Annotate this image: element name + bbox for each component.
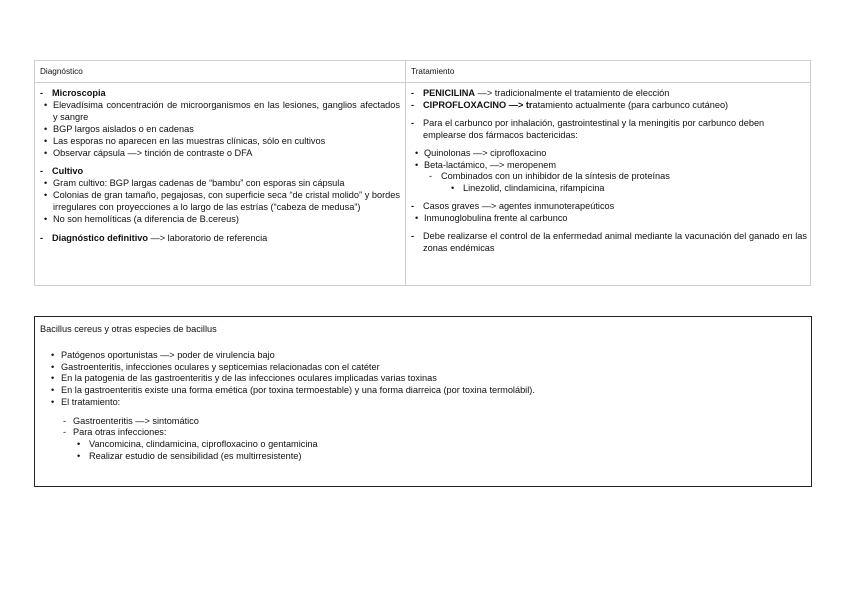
list-item: • Inmunoglobulina frente al carbunco (415, 213, 568, 224)
list-item: • Colonias de gran tamaño, pegajosas, con superficie seca “de cristal molido” y bordes irregulares con proyecciones a lo largo de las estrías (“cabeza de medusa”) (44, 190, 400, 213)
list-item: • Gastroenteritis, infecciones oculares y septicemias relacionadas con el catéter (51, 361, 380, 372)
tratamiento-column (411, 88, 807, 255)
list-item: • El tratamiento: (51, 396, 121, 407)
list-item: • Observar cápsula —> tinción de contraste o DFA (44, 147, 253, 158)
list-item: • Quinolonas —> ciprofloxacino (415, 147, 547, 158)
list-item: • No son hemolíticas (a diferencia de B.cereus) (44, 214, 239, 225)
diagnostico-definitivo: - Diagnóstico definitivo —> laboratorio de referencia (40, 232, 268, 243)
column-divider (405, 61, 406, 285)
microscopia-heading: - Microscopia (40, 88, 106, 98)
cultivo-heading: - Cultivo (40, 166, 84, 177)
casos-graves-line: - Casos graves —> agentes inmunoterapeúticos (411, 201, 615, 212)
list-item: • Gram cultivo: BGP largas cadenas de “bambu” con esporas sin cápsula (44, 178, 345, 189)
list-item: • Linezolid, clindamicina, rifampicina (451, 183, 605, 194)
box-content (49, 350, 789, 462)
ciprofloxacino-line: - CIPROFLOXACINO —> tratamiento actualmente (para carbunco cutáneo) (411, 99, 729, 110)
header-tratamiento: Tratamiento (411, 67, 455, 76)
combinados-line: - Combinados con un inhibidor de la síntesis de proteínas (429, 171, 670, 182)
list-item: • Patógenos oportunistas —> poder de virulencia bajo (51, 350, 275, 360)
list-item: • Realizar estudio de sensibilidad (es multirresistente) (77, 450, 302, 461)
list-item: • En la gastroenteritis existe una forma emética (por toxina termoestable) y una forma diarreica (por toxina termolábil). (51, 385, 535, 396)
bacillus-cereus-box (34, 316, 812, 487)
list-item: • BGP largos aislados o en cadenas (44, 123, 194, 134)
list-item: • Las esporas no aparecen en las muestras clínicas, sólo en cultivos (44, 135, 326, 146)
control-paragraph: - Debe realizarse el control de la enfermedad animal mediante la vacunación del ganado en las zonas endémicas (411, 231, 807, 253)
gastroenteritis-line: - Gastroenteritis —> sintomático (63, 415, 199, 426)
diagnostico-column (40, 88, 400, 245)
diagnosis-treatment-table (34, 60, 811, 286)
box-title: Bacillus cereus y otras especies de bacillus (40, 324, 217, 334)
list-item: • Vancomicina, clindamicina, ciprofloxacino o gentamicina (77, 438, 318, 449)
penicilina-line: - PENICILINA —> tradicionalmente el tratamiento de elección (411, 88, 670, 98)
otras-infecciones-line: - Para otras infecciones: (63, 427, 167, 438)
list-item: • Elevadísima concentración de microorganismos en las lesiones, ganglios afectados y sangre (44, 99, 400, 122)
header-diagnostico: Diagnóstico (40, 67, 83, 76)
list-item: • En la patogenia de las gastroenteritis y de las infecciones oculares implicadas varias toxinas (51, 373, 437, 384)
list-item: • Beta-lactámico, —> meropenem (415, 159, 556, 170)
carbunco-paragraph: - Para el carbunco por inhalación, gastrointestinal y la meningitis por carbunco deben emplearse dos fármacos bactericidas: (411, 117, 765, 140)
